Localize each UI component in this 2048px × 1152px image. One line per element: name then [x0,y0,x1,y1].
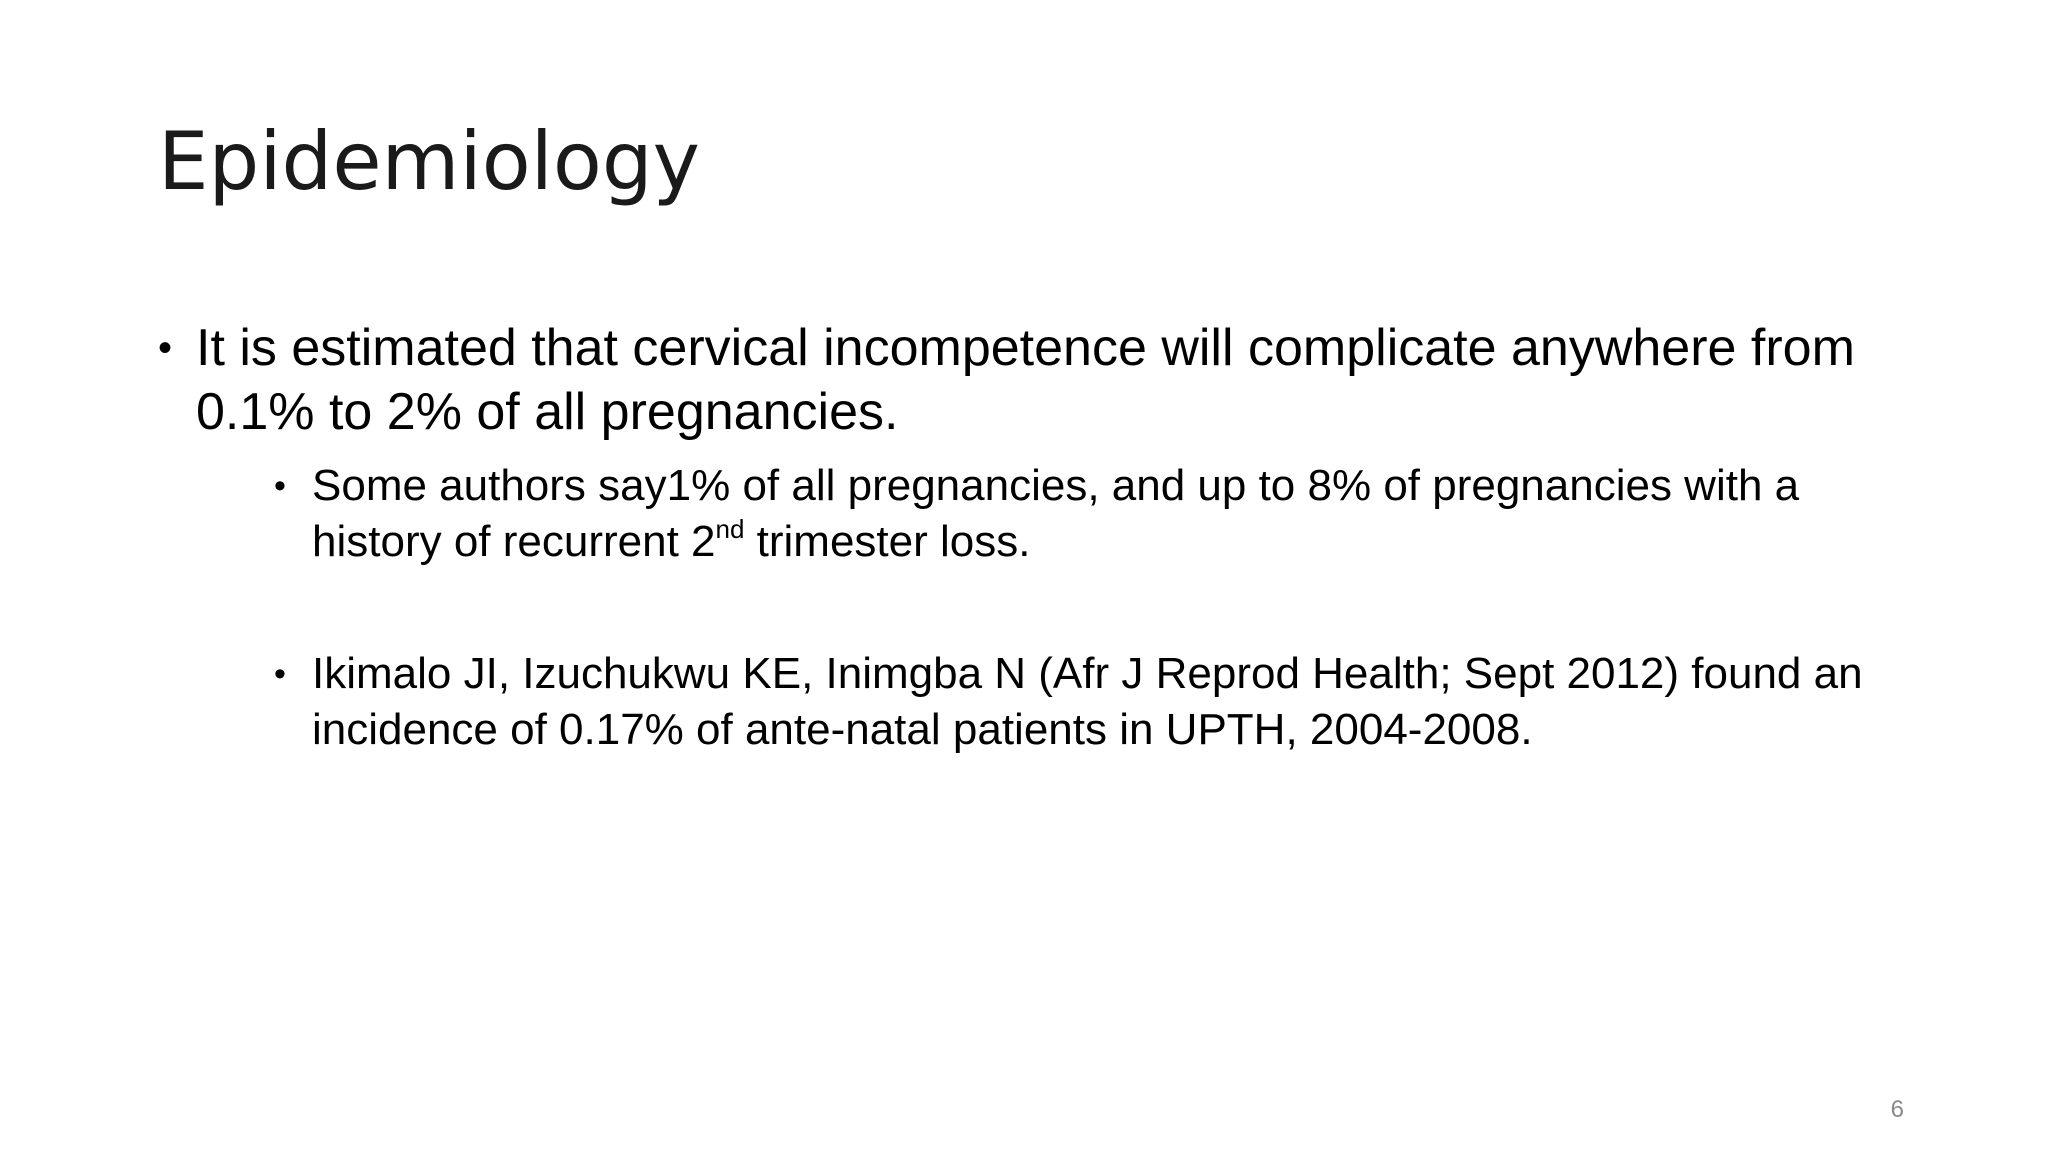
bullet-item [158,316,1918,444]
sub-bullet-text: Some authors say1% of all pregnancies, and up to 8% of pregnancies with a history of recurrent 2 [312,461,1800,566]
bullet-icon: • [158,326,173,370]
sub-bullet-text-continued: trimester loss. [744,517,1031,566]
sub-bullet-item [274,646,1918,758]
bullet-text: It is estimated that cervical incompetence will complicate anywhere from 0.1% to 2% of all pregnancies. [196,319,1855,441]
superscript-text: nd [715,514,745,544]
bullet-icon: • [274,467,286,505]
sub-bullet-item [274,458,1918,570]
slide-number: 6 [1890,1096,1904,1123]
spacer [158,570,1918,646]
bullet-icon: • [274,655,286,693]
slide-title: Epidemiology [158,115,700,208]
slide-content [158,316,1918,758]
sub-bullet-text: Ikimalo JI, Izuchukwu KE, Inimgba N (Afr J Reprod Health; Sept 2012) found an incidence of 0.17% of ante-natal patients in UPTH, 2004-2008. [312,649,1863,754]
